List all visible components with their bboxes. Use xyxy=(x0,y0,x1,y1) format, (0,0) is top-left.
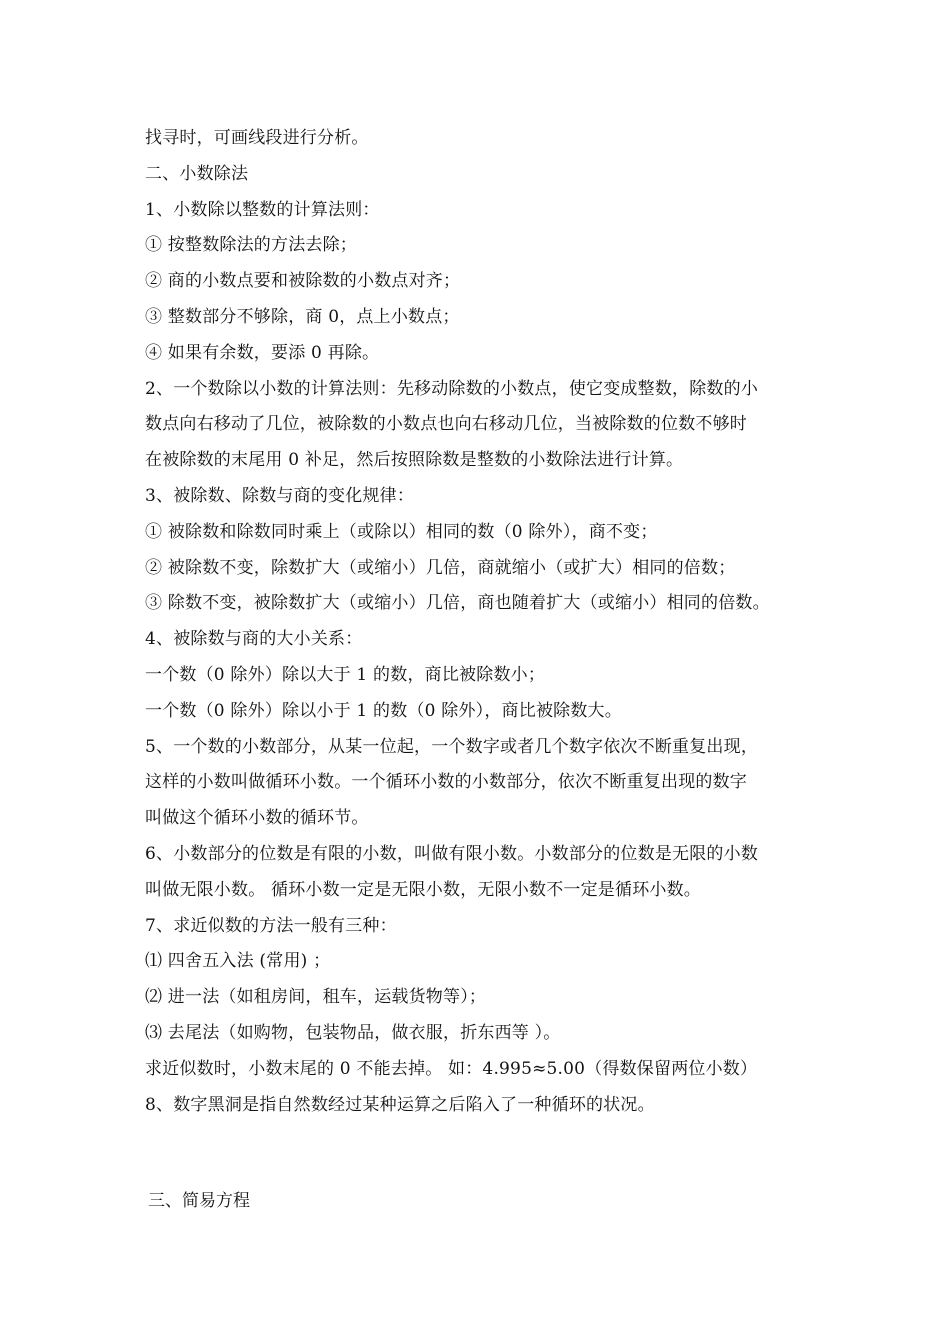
text-line: 求近似数时，小数末尾的 0 不能去掉。 如：4.995≈5.00（得数保留两位小数） xyxy=(145,1058,758,1079)
text-line: 在被除数的末尾用 0 补足，然后按照除数是整数的小数除法进行计算。 xyxy=(145,450,684,471)
list-item: ① 被除数和除数同时乘上（或除以）相同的数（0 除外），商不变； xyxy=(145,521,658,542)
text-line: 一个数（0 除外）除以大于 1 的数，商比被除数小； xyxy=(145,664,546,685)
list-item: ④ 如果有余数，要添 0 再除。 xyxy=(145,342,380,363)
text-line: 1、小数除以整数的计算法则： xyxy=(145,199,380,220)
text-line: 2、一个数除以小数的计算法则：先移动除数的小数点，使它变成整数，除数的小 xyxy=(145,378,759,399)
text-line: 8、数字黑洞是指自然数经过某种运算之后陷入了一种循环的状况。 xyxy=(145,1094,655,1115)
text-line: 6、小数部分的位数是有限的小数，叫做有限小数。小数部分的位数是无限的小数 xyxy=(145,843,759,864)
list-item: ① 按整数除法的方法去除； xyxy=(145,235,358,256)
text-line: 4、被除数与商的大小关系： xyxy=(145,629,363,650)
list-item: ③ 整数部分不够除，商 0，点上小数点； xyxy=(145,306,460,327)
text-line: 找寻时，可画线段进行分析。 xyxy=(145,128,369,148)
text-line: 叫做无限小数。 循环小数一定是无限小数，无限小数不一定是循环小数。 xyxy=(145,879,702,900)
list-item: ② 商的小数点要和被除数的小数点对齐； xyxy=(145,271,461,292)
text-line: 一个数（0 除外）除以小于 1 的数（0 除外），商比被除数大。 xyxy=(145,700,622,721)
text-line: 7、求近似数的方法一般有三种： xyxy=(145,915,397,936)
text-line: 5、一个数的小数部分，从某一位起，一个数字或者几个数字依次不断重复出现， xyxy=(145,736,759,757)
list-item: ⑵ 进一法（如租房间，租车，运载货物等）； xyxy=(145,987,487,1008)
text-line: 这样的小数叫做循环小数。一个循环小数的小数部分，依次不断重复出现的数字 xyxy=(145,772,747,793)
text-line: 数点向右移动了几位，被除数的小数点也向右移动几位，当被除数的位数不够时 xyxy=(145,414,747,435)
section-heading-simple-equations: 三、简易方程 xyxy=(148,1191,250,1211)
section-heading-decimal-division: 二、小数除法 xyxy=(145,163,249,184)
list-item: ② 被除数不变，除数扩大（或缩小）几倍，商就缩小（或扩大）相同的倍数； xyxy=(145,557,736,578)
document-body xyxy=(145,121,815,1123)
text-line: 叫做这个循环小数的循环节。 xyxy=(145,808,369,829)
text-line: 3、被除数、除数与商的变化规律： xyxy=(145,485,415,506)
list-item: ③ 除数不变，被除数扩大（或缩小）几倍，商也随着扩大（或缩小）相同的倍数。 xyxy=(145,593,770,614)
list-item: ⑴ 四舍五入法 (常用) ； xyxy=(145,951,331,972)
list-item: ⑶ 去尾法（如购物，包装物品，做衣服，折东西等 ）。 xyxy=(145,1022,561,1043)
